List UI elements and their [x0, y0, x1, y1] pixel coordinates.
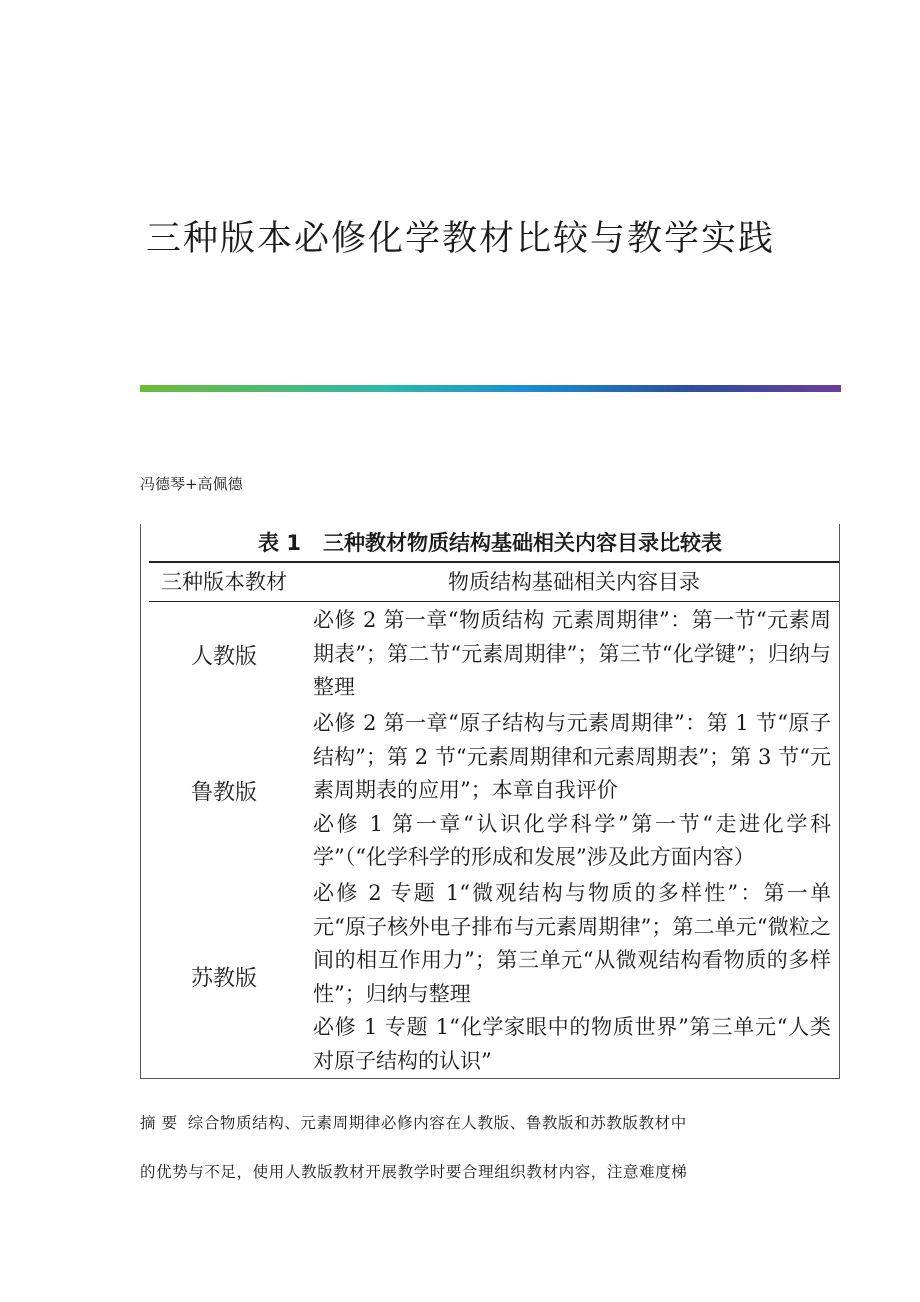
table-caption-number: 表 1 [258, 531, 301, 555]
header-content: 物质结构基础相关内容目录 [448, 570, 700, 594]
table-caption-text: 三种教材物质结构基础相关内容目录比较表 [322, 531, 722, 555]
abstract-label: 摘 要 [140, 1114, 178, 1132]
table-row [149, 604, 839, 705]
abstract-text-1: 综合物质结构、元素周期律必修内容在人教版、鲁教版和苏教版教材中 [187, 1114, 687, 1132]
abstract-line-1 [140, 1112, 780, 1134]
comparison-table [140, 524, 840, 1079]
row-content: 必修 2 第一章“原子结构与元素周期律”：第 1 节“原子结构”；第 2 节“元素周期律和元素周期表”；第 3 节“元素周期表的应用”；本章自我评价 必修 1 第一章“认识化学科学”第一节“走进化学科学”（“化学科学的形成和发展”涉及此方面内容） [313, 711, 831, 869]
row-edition: 苏教版 [190, 966, 257, 992]
abstract-line-2: 的优势与不足，使用人教版教材开展教学时要合理组织教材内容，注意难度梯 [140, 1163, 688, 1181]
row-content: 必修 2 专题 1“微观结构与物质的多样性”：第一单元“原子核外电子排布与元素周期律”；第二单元“微粒之间的相互作用力”；第三单元“从微观结构看物质的多样性”；归纳与整理 必修 1 专题 1“化学家眼中的物质世界”第三单元“人类对原子结构的认识” [313, 881, 831, 1073]
page-title: 三种版本必修化学教材比较与教学实践 [146, 219, 776, 259]
title-divider [140, 385, 841, 392]
header-edition: 三种版本教材 [161, 570, 287, 594]
table-row [149, 877, 839, 1077]
authors: 冯德琴+高佩德 [140, 475, 243, 493]
table-header-row [149, 564, 839, 600]
row-edition: 鲁教版 [190, 780, 257, 806]
table-row [149, 707, 839, 875]
row-edition: 人教版 [190, 644, 257, 669]
table-header-rule [149, 601, 839, 602]
table-top-rule [149, 561, 839, 563]
table-caption [141, 528, 839, 558]
row-content: 必修 2 第一章“物质结构 元素周期律”：第一节“元素周期表”；第二节“元素周期律”；第三节“化学键”；归纳与整理 [313, 608, 831, 699]
